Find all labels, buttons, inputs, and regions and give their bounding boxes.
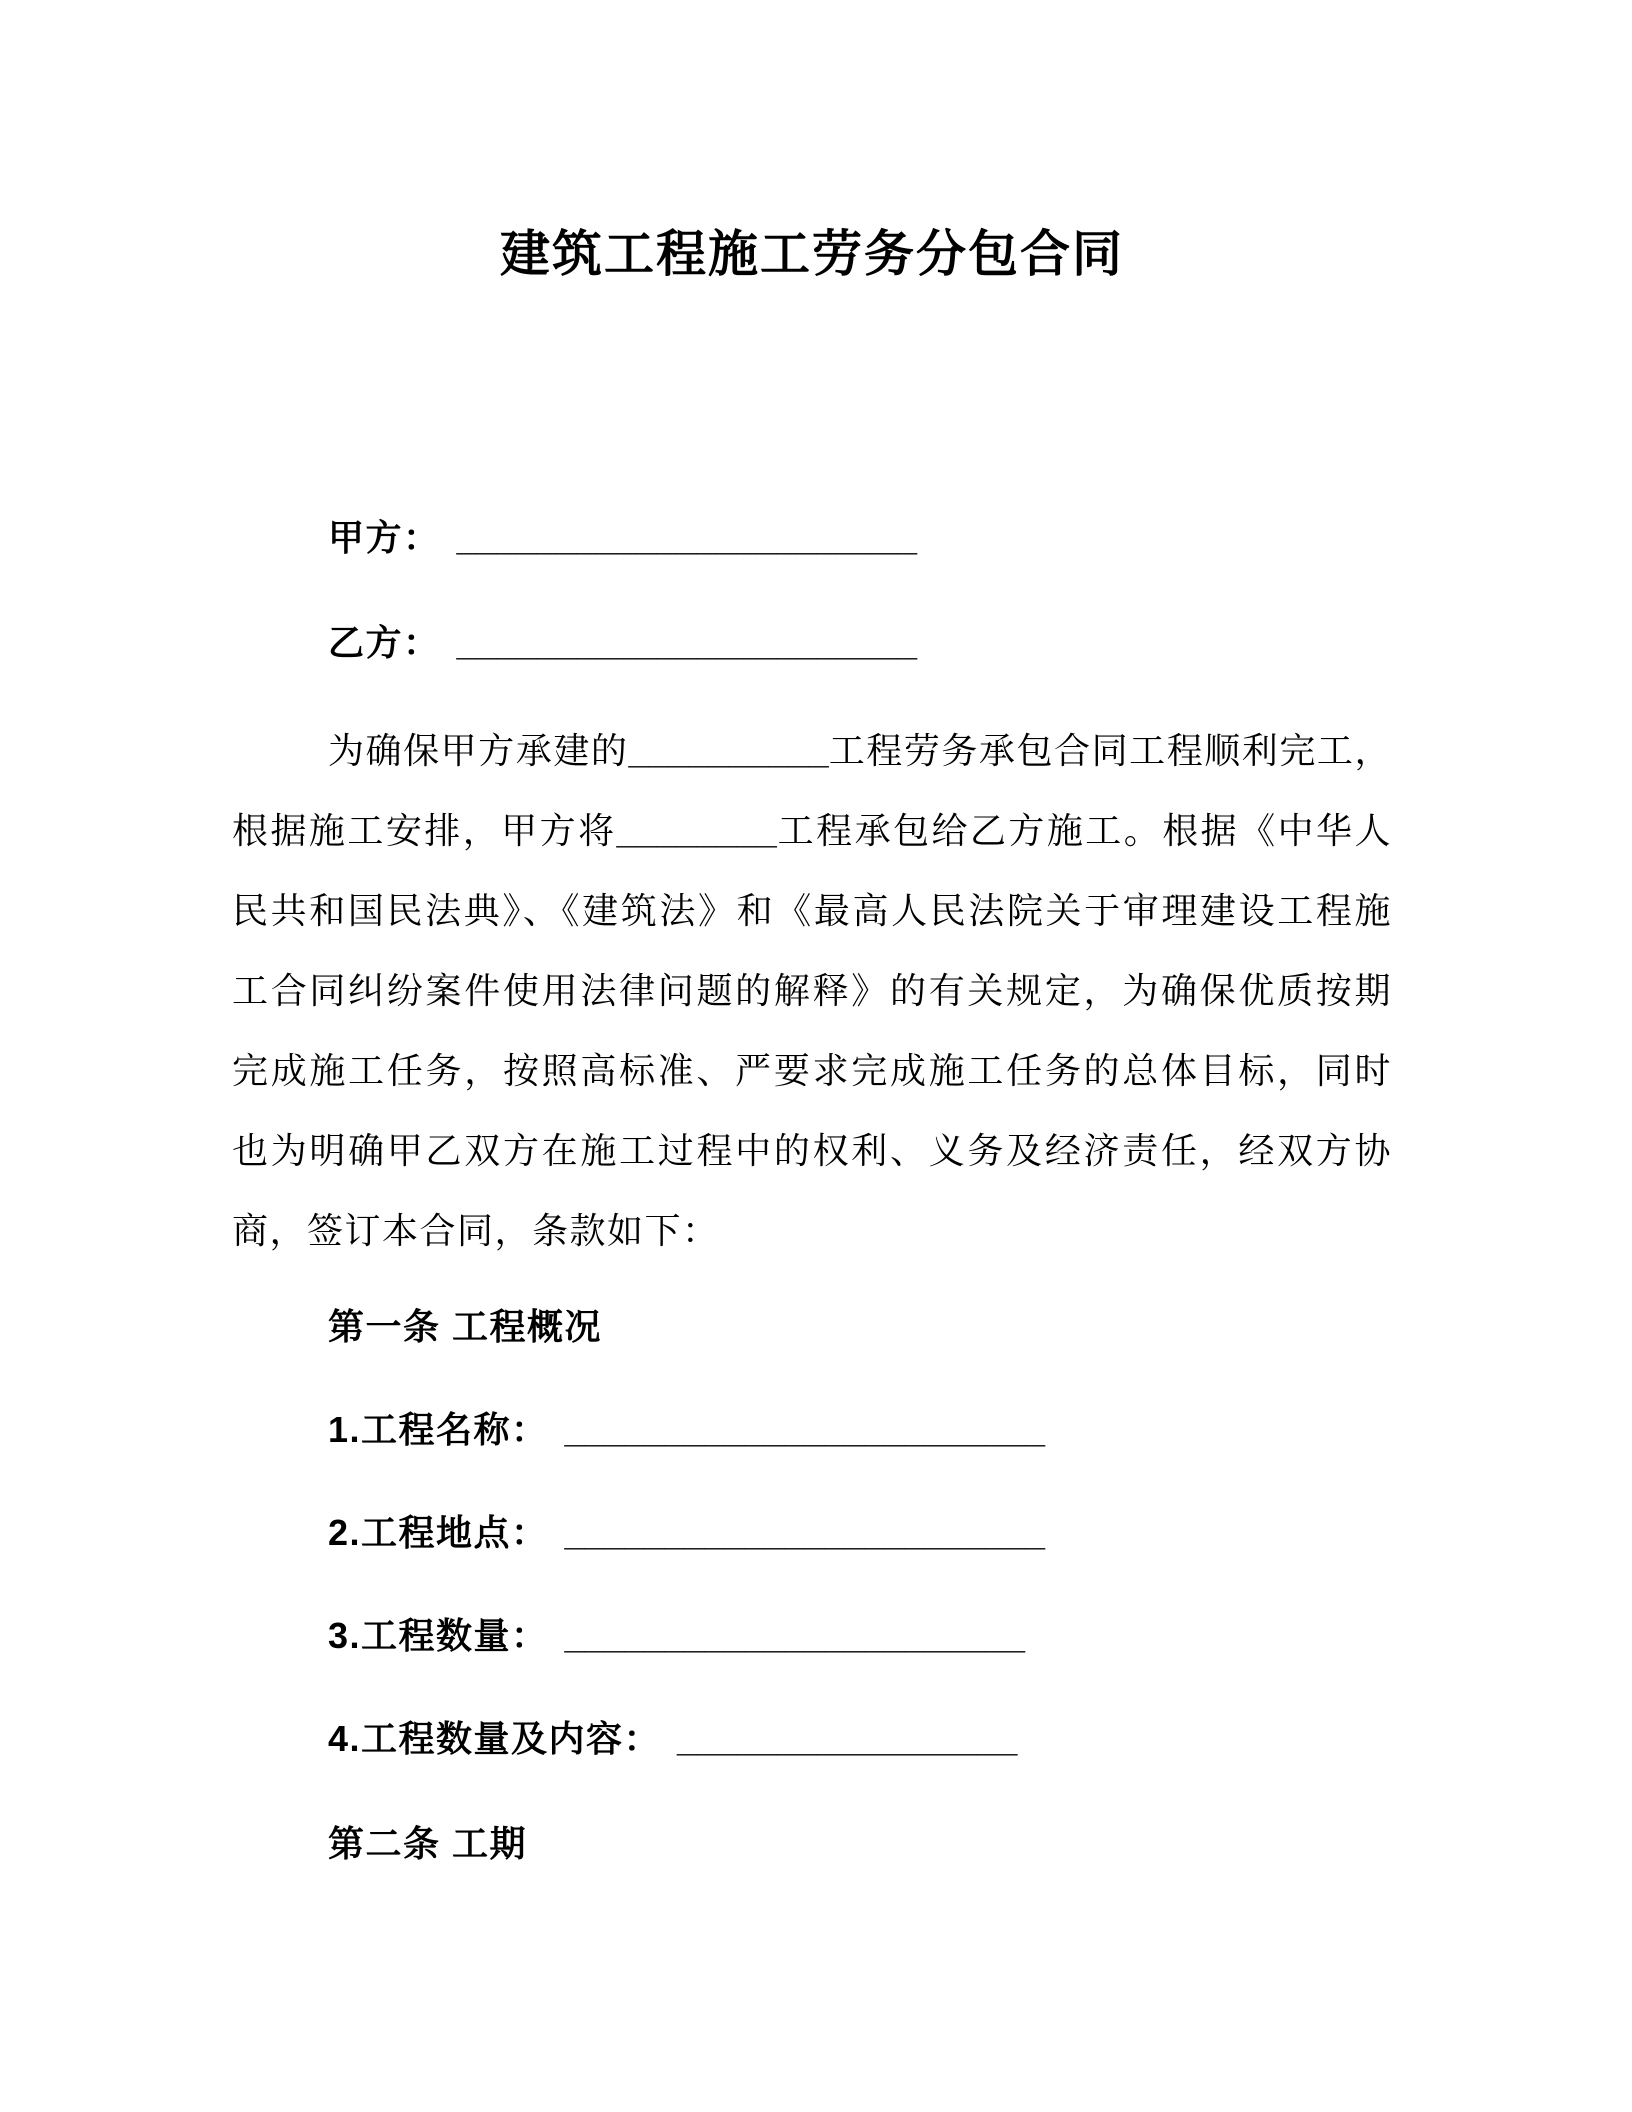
party-a-label: 甲方： <box>328 517 441 558</box>
party-a-line <box>232 512 1392 564</box>
project-name-line <box>232 1404 1392 1456</box>
party-b-label: 乙方： <box>328 622 441 663</box>
project-quantity-line <box>232 1610 1392 1662</box>
document-title: 建筑工程施工劳务分包合同 <box>500 226 1124 282</box>
intro-blank-1: __________ <box>628 730 829 771</box>
project-quantity-content-line <box>232 1713 1392 1765</box>
intro-paragraph <box>232 711 1392 1271</box>
party-b-blank-line: _______________________ <box>456 622 918 663</box>
project-quantity-content-blank-line: _________________ <box>677 1718 1018 1759</box>
project-quantity-blank-line: _______________________ <box>564 1615 1026 1656</box>
project-name-blank-line: ________________________ <box>564 1409 1046 1450</box>
intro-blank-2: ________ <box>616 810 777 851</box>
intro-text-3: 工程承包给乙方施工。根据《中华人民共和国民法典》、《建筑法》和《最高人民法院关于审理建设工程施工合同纠纷案件使用法律问题的解释》的有关规定，为确保优质按期完成施工任务，按照高标准、严要求完成施工任务的总体目标，同时也为明确甲乙双方在施工过程中的权利、义务及经济责任，经双方协商，签订本合同，条款如下： <box>232 810 1392 1251</box>
intro-text-1: 为确保甲方承建的 <box>328 730 629 771</box>
intro-text-2: 工程劳务承包合同工程顺利完工，根据施工安排，甲方将 <box>232 730 1392 851</box>
article-1-heading: 第一条 工程概况 <box>328 1306 603 1347</box>
project-location-blank-line: ________________________ <box>564 1512 1046 1553</box>
project-location-line <box>232 1507 1392 1559</box>
project-quantity-label: 3.工程数量： <box>328 1615 549 1656</box>
party-b-line <box>232 617 1392 669</box>
article-2-heading: 第二条 工期 <box>328 1823 528 1864</box>
project-location-label: 2.工程地点： <box>328 1512 549 1553</box>
project-quantity-content-label: 4.工程数量及内容： <box>328 1718 662 1759</box>
project-name-label: 1.工程名称： <box>328 1409 549 1450</box>
party-a-blank-line: _______________________ <box>456 517 918 558</box>
